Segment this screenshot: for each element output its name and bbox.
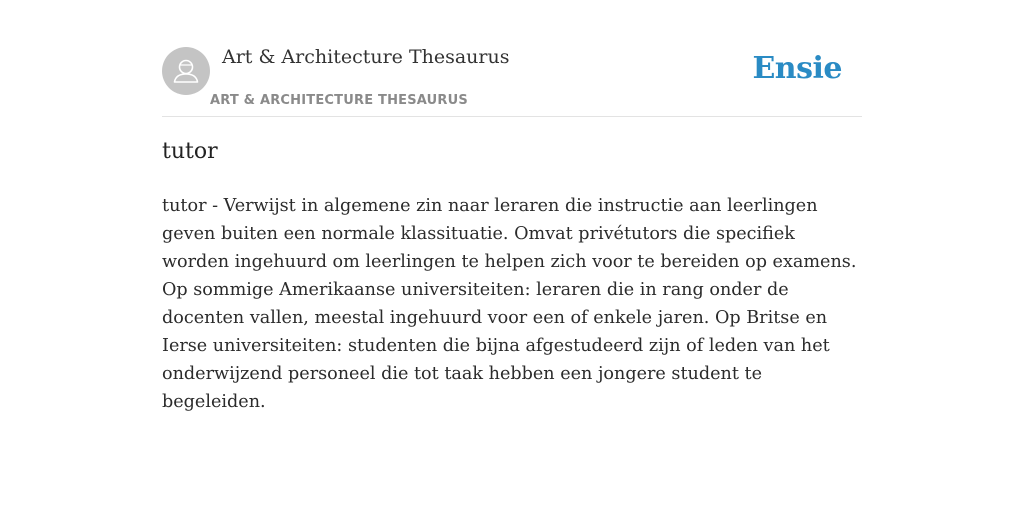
entry-term: tutor — [162, 139, 218, 164]
entry-definition: tutor - Verwijst in algemene zin naar leraren die instructie aan leerlingen geven buiten een normale klassituatie. Omvat privétutors die specifiek worden ingehuurd om leerlingen te helpen zich voor te bereiden op examens. Op sommige Amerikaanse universiteiten: leraren die in rang onder de docenten vallen, meestal ingehuurd voor een of enkele jaren. Op Britse en Ierse universiteiten: studenten die bijna afgestudeerd zijn of leden van het onderwijzend personeel die tot taak hebben een jongere student te begeleiden. — [162, 196, 857, 412]
source-header — [162, 0, 862, 117]
source-title[interactable]: Art & Architecture Thesaurus — [222, 46, 510, 68]
brand-logo[interactable]: Ensie — [752, 51, 842, 86]
avatar[interactable] — [162, 47, 210, 95]
user-silhouette-icon — [162, 47, 210, 95]
source-subtitle[interactable]: ART & ARCHITECTURE THESAURUS — [210, 93, 468, 108]
